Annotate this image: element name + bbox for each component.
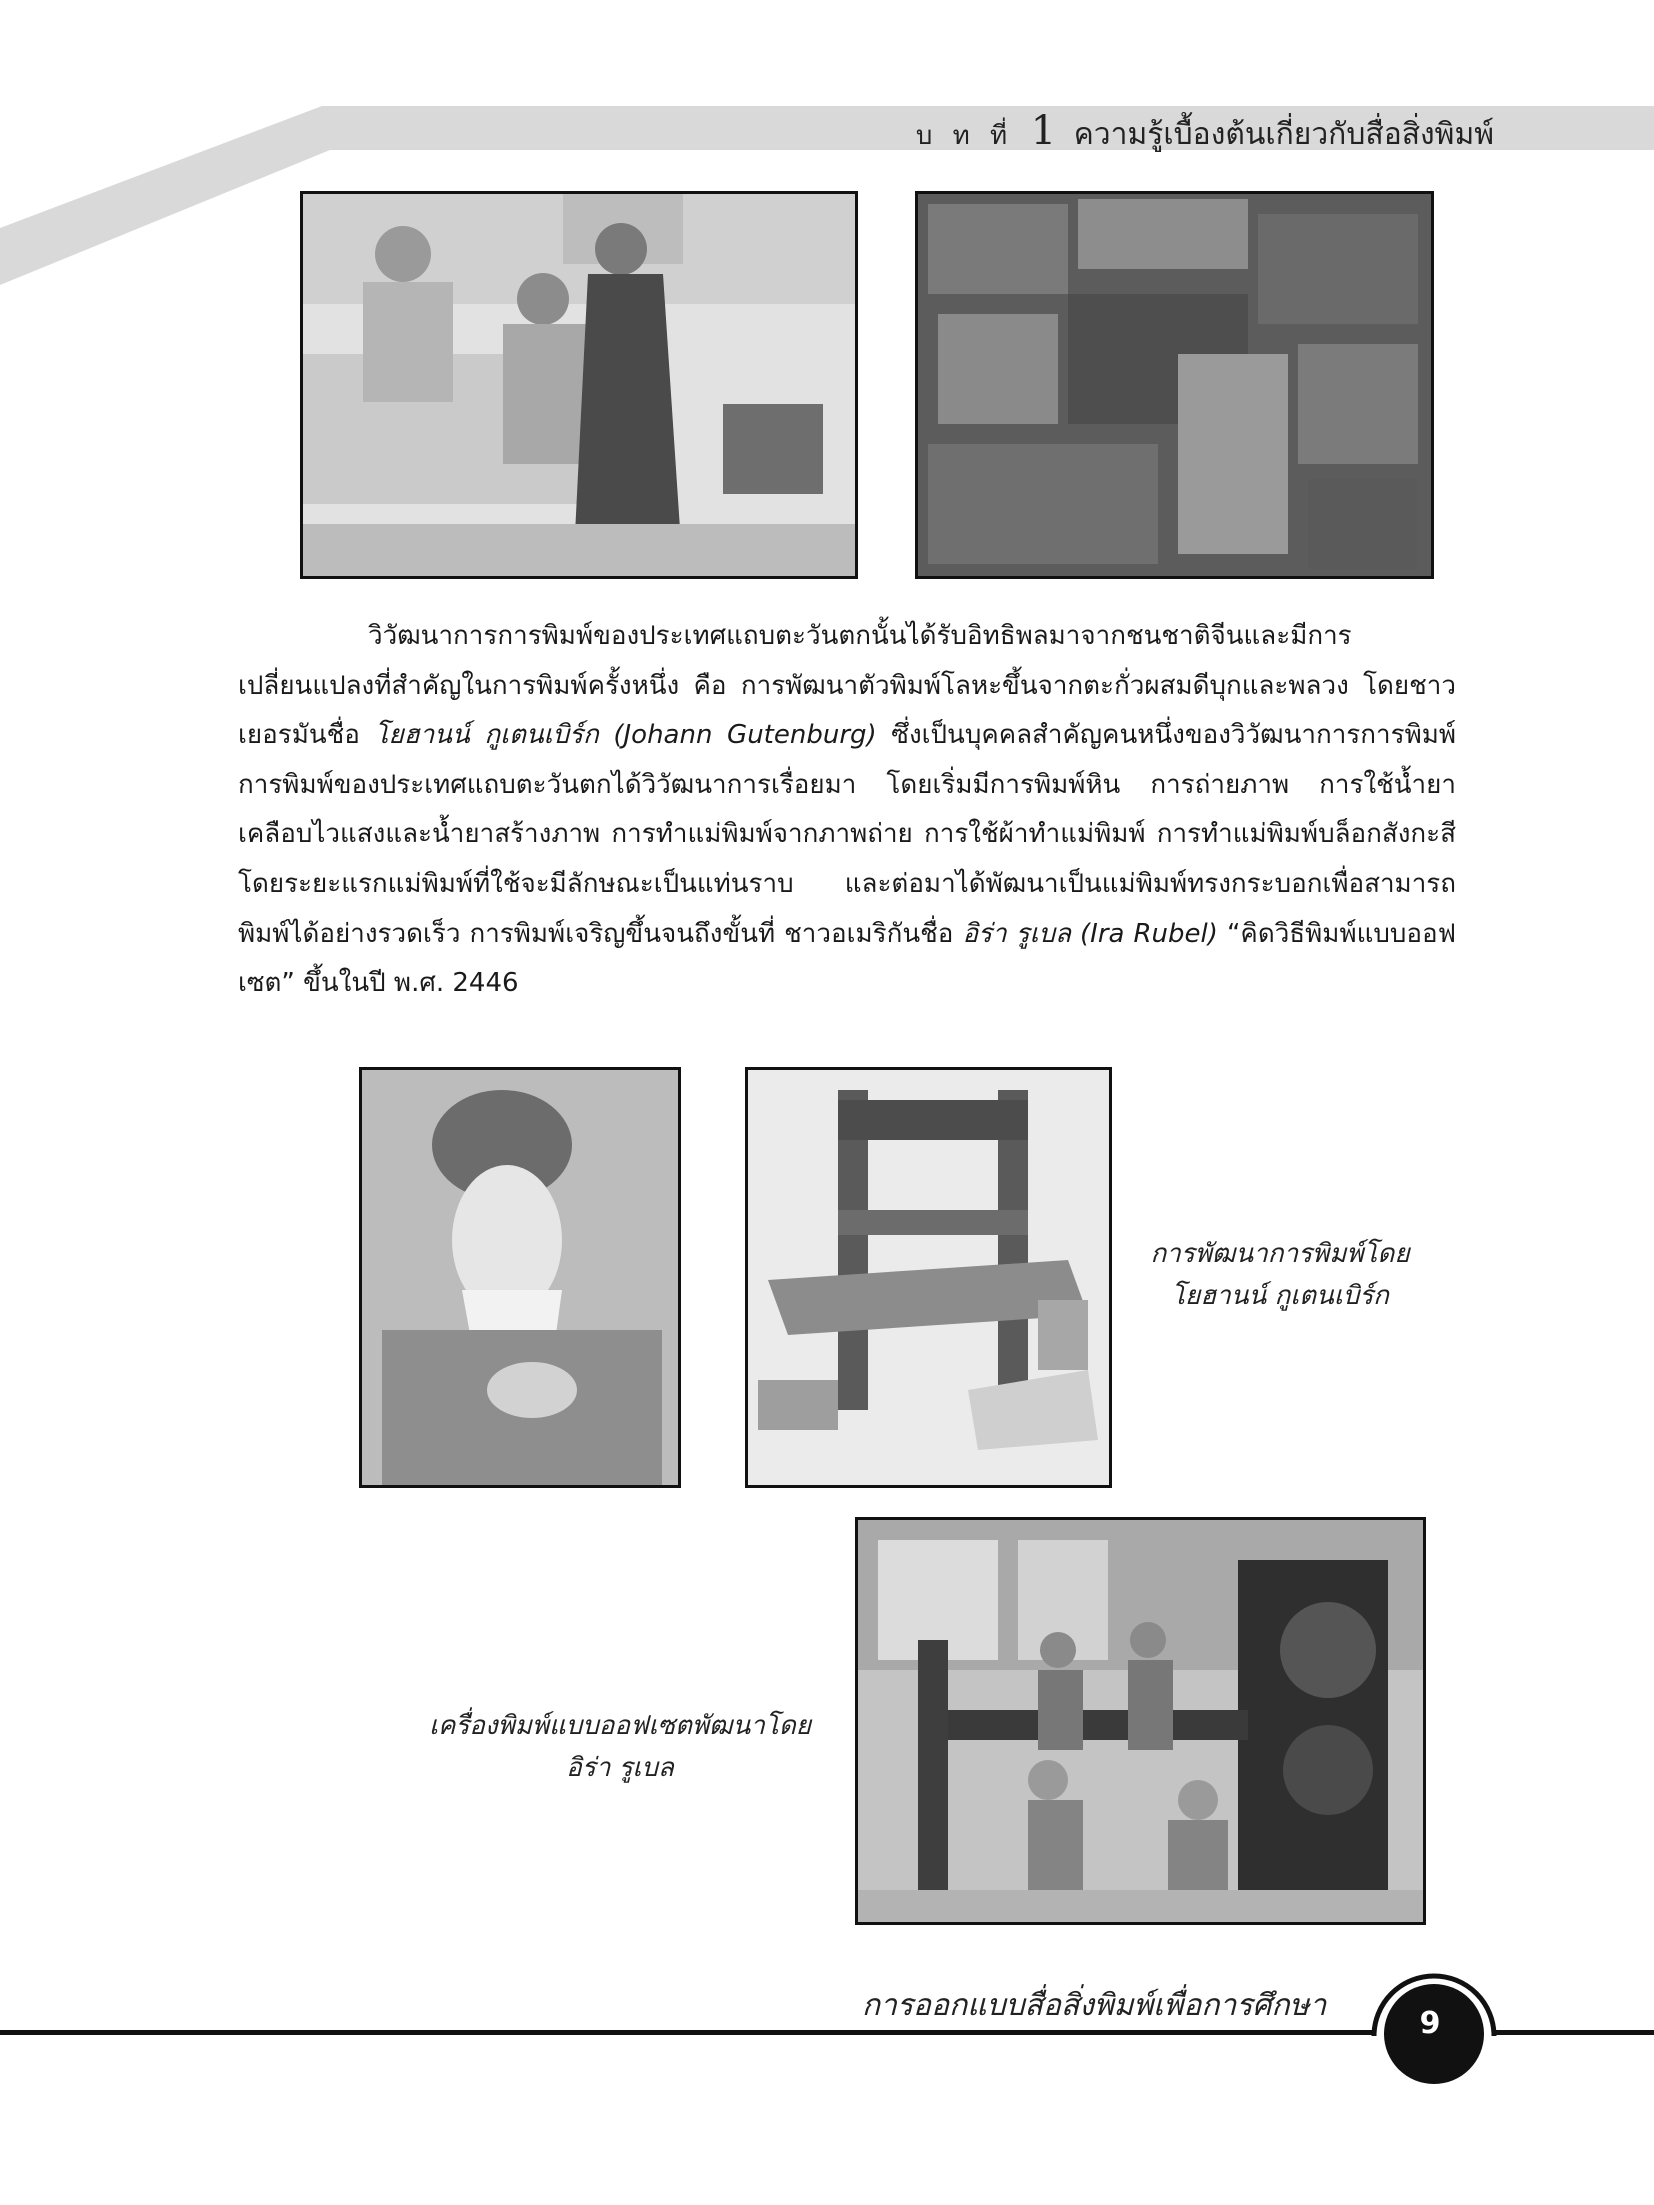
body-text-run-3: “คิดวิธีพิมพ์แบบออฟเซต” ขึ้นในปี พ.ศ. 2446 (238, 918, 1456, 999)
offset-caption-line-1: เครื่องพิมพ์แบบออฟเซตพัฒนาโดย (429, 1711, 811, 1741)
gutenberg-portrait (359, 1067, 681, 1488)
gutenberg-caption-line-2: โยฮานน์ กูเตนเบิร์ก (1171, 1281, 1389, 1311)
book-title: การออกแบบสื่อสิ่งพิมพ์เพื่อการศึกษา (861, 1988, 1327, 2023)
chinese-printers-illustration (300, 191, 858, 579)
chapter-title: ความรู้เบื้องต้นเกี่ยวกับสื่อสิ่งพิมพ์ (1073, 117, 1494, 152)
body-paragraph (238, 612, 1456, 1009)
offset-press-caption (410, 1705, 830, 1789)
offset-caption-line-2: อิร่า รูเบล (566, 1753, 674, 1783)
chapter-word: บ ท ที่ (915, 121, 1014, 151)
movable-type-blocks-photo (915, 191, 1434, 579)
gutenberg-caption-line-1: การพัฒนาการพิมพ์โดย (1150, 1239, 1410, 1269)
rubel-name: อิร่า รูเบล (Ira Rubel) (962, 918, 1218, 949)
body-text-run-1: วิวัฒนาการการพิมพ์ของประเทศแถบตะวันตกนั้นได้รับอิทธิพลมาจากชนชาติจีนและมีการเปลี่ยนแปลงที่สำคัญในการพิมพ์ครั้งหนึ่ง คือ การพัฒนาตัวพิมพ์โลหะขึ้นจากตะกั่วผสมดีบุกและพลวง โดยชาวเยอรมันชื่อ (238, 621, 1456, 751)
chapter-header (916, 108, 1494, 158)
offset-press-photo (855, 1517, 1426, 1925)
chapter-number: 1 (1030, 108, 1057, 154)
page-number: 9 (1419, 2006, 1441, 2041)
gutenberg-name: โยฮานน์ กูเตนเบิร์ก (Johann Gutenburg) (374, 720, 877, 751)
body-text-run-2: ซึ่งเป็นบุคคลสำคัญคนหนึ่งของวิวัฒนาการการพิมพ์ การพิมพ์ของประเทศแถบตะวันตกได้วิวัฒนาการเรื่อยมา โดยเริ่มมีการพิมพ์หิน การถ่ายภาพ การใช้น้ำยาเคลือบไวแสงและน้ำยาสร้างภาพ การทำแม่พิมพ์จากภาพถ่าย การใช้ผ้าทำแม่พิมพ์ การทำแม่พิมพ์บล็อกสังกะสี โดยระยะแรกแม่พิมพ์ที่ใช้จะมีลักษณะเป็นแท่นราบ และต่อมาได้พัฒนาเป็นแม่พิมพ์ทรงกระบอกเพื่อสามารถพิมพ์ได้อย่างรวดเร็ว การพิมพ์เจริญขึ้นจนถึงขั้นที่ ชาวอเมริกันชื่อ (238, 720, 1456, 949)
gutenberg-press-illustration (745, 1067, 1112, 1488)
gutenberg-caption (1110, 1233, 1450, 1317)
